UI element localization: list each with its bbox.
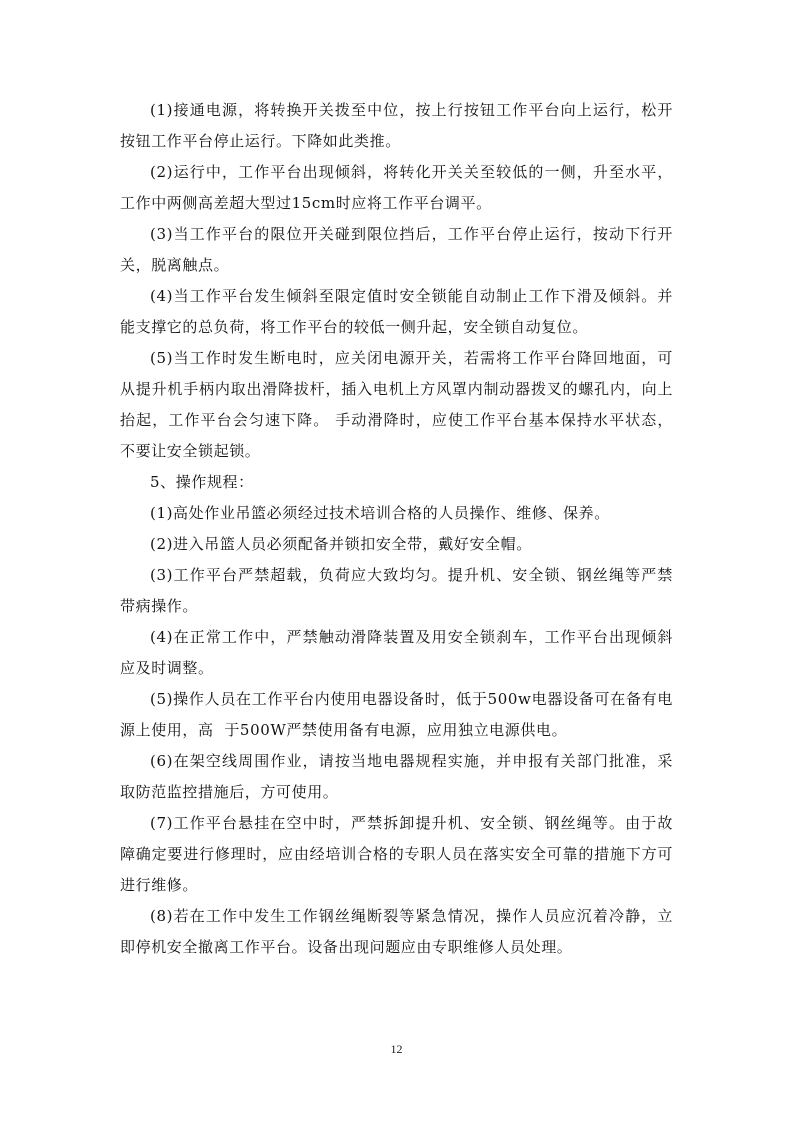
text-line: (3)当工作平台的限位开关碰到限位挡后，工作平台停止运行，按动下行开 xyxy=(150,225,673,243)
text-line: (4)当工作平台发生倾斜至限定值时安全锁能自动制止工作下滑及倾斜。并 xyxy=(150,287,673,305)
text-line: (3)工作平台严禁超载，负荷应大致均匀。提升机、安全锁、钢丝绳等严禁 xyxy=(150,566,673,584)
text-line: (5)操作人员在工作平台内使用电器设备时，低于500w电器设备可在备有电 xyxy=(150,690,673,708)
text-line: 工作中两侧高差超大型过15cm时应将工作平台调平。 xyxy=(120,194,492,212)
page-number: 12 xyxy=(390,1042,403,1056)
text-line: 不要让安全锁起锁。 xyxy=(120,442,261,460)
paragraph-rule-2 xyxy=(120,529,673,560)
paragraph-power-on xyxy=(120,95,673,157)
text-line: (1)高处作业吊篮必须经过技术培训合格的人员操作、维修、保养。 xyxy=(150,504,610,522)
text-line: (6)在架空线周围作业，请按当地电器规程实施，并申报有关部门批准，采 xyxy=(150,752,673,770)
text-line: 进行维修。 xyxy=(120,876,199,894)
paragraph-rule-6 xyxy=(120,746,673,808)
text-line: 障确定要进行修理时，应由经培训合格的专职人员在落实安全可靠的措施下方可 xyxy=(120,845,673,863)
text-line: (1)接通电源，将转换开关拨至中位，按上行按钮工作平台向上运行，松开 xyxy=(150,101,673,119)
paragraph-limit-switch xyxy=(120,219,673,281)
text-line: 取防范监控措施后，方可使用。 xyxy=(120,783,339,801)
paragraph-rule-3 xyxy=(120,560,673,622)
paragraph-rule-5 xyxy=(120,684,673,746)
text-line: 抬起，工作平台会匀速下降。 手动滑降时，应使工作平台基本保持水平状态， xyxy=(120,411,673,429)
text-line: 源上使用，高 于500W严禁使用备有电源，应用独立电源供电。 xyxy=(120,721,568,739)
text-line: 关，脱离触点。 xyxy=(120,256,230,274)
text-line: 从提升机手柄内取出滑降拔杆，插入电机上方风罩内制动器拨叉的螺孔内，向上 xyxy=(120,380,673,398)
section-heading: 5、操作规程： xyxy=(150,473,254,491)
text-line: (4)在正常工作中，严禁触动滑降装置及用安全锁刹车，工作平台出现倾斜 xyxy=(150,628,673,646)
paragraph-rule-8 xyxy=(120,901,673,963)
paragraph-rule-7 xyxy=(120,808,673,901)
text-line: 能支撑它的总负荷，将工作平台的较低一侧升起，安全锁自动复位。 xyxy=(120,318,589,336)
text-line: 按钮工作平台停止运行。下降如此类推。 xyxy=(120,132,401,150)
paragraph-rule-1 xyxy=(120,498,673,529)
text-line: (8)若在工作中发生工作钢丝绳断裂等紧急情况，操作人员应沉着冷静，立 xyxy=(150,907,673,925)
paragraph-rule-4 xyxy=(120,622,673,684)
paragraph-power-failure xyxy=(120,343,673,467)
document-body xyxy=(120,95,673,963)
paragraph-tilt-running xyxy=(120,157,673,219)
text-line: 应及时调整。 xyxy=(120,659,214,677)
text-line: (5)当工作时发生断电时，应关闭电源开关，若需将工作平台降回地面，可 xyxy=(150,349,673,367)
section-heading-operating-rules xyxy=(120,467,673,498)
text-line: 即停机安全撤离工作平台。设备出现问题应由专职维修人员处理。 xyxy=(120,938,573,956)
paragraph-safety-lock xyxy=(120,281,673,343)
text-line: (2)运行中，工作平台出现倾斜，将转化开关关至较低的一侧，升至水平， xyxy=(150,163,673,181)
text-line: (7)工作平台悬挂在空中时，严禁拆卸提升机、安全锁、钢丝绳等。由于故 xyxy=(150,814,673,832)
text-line: (2)进入吊篮人员必须配备并锁扣安全带，戴好安全帽。 xyxy=(150,535,532,553)
text-line: 带病操作。 xyxy=(120,597,199,615)
